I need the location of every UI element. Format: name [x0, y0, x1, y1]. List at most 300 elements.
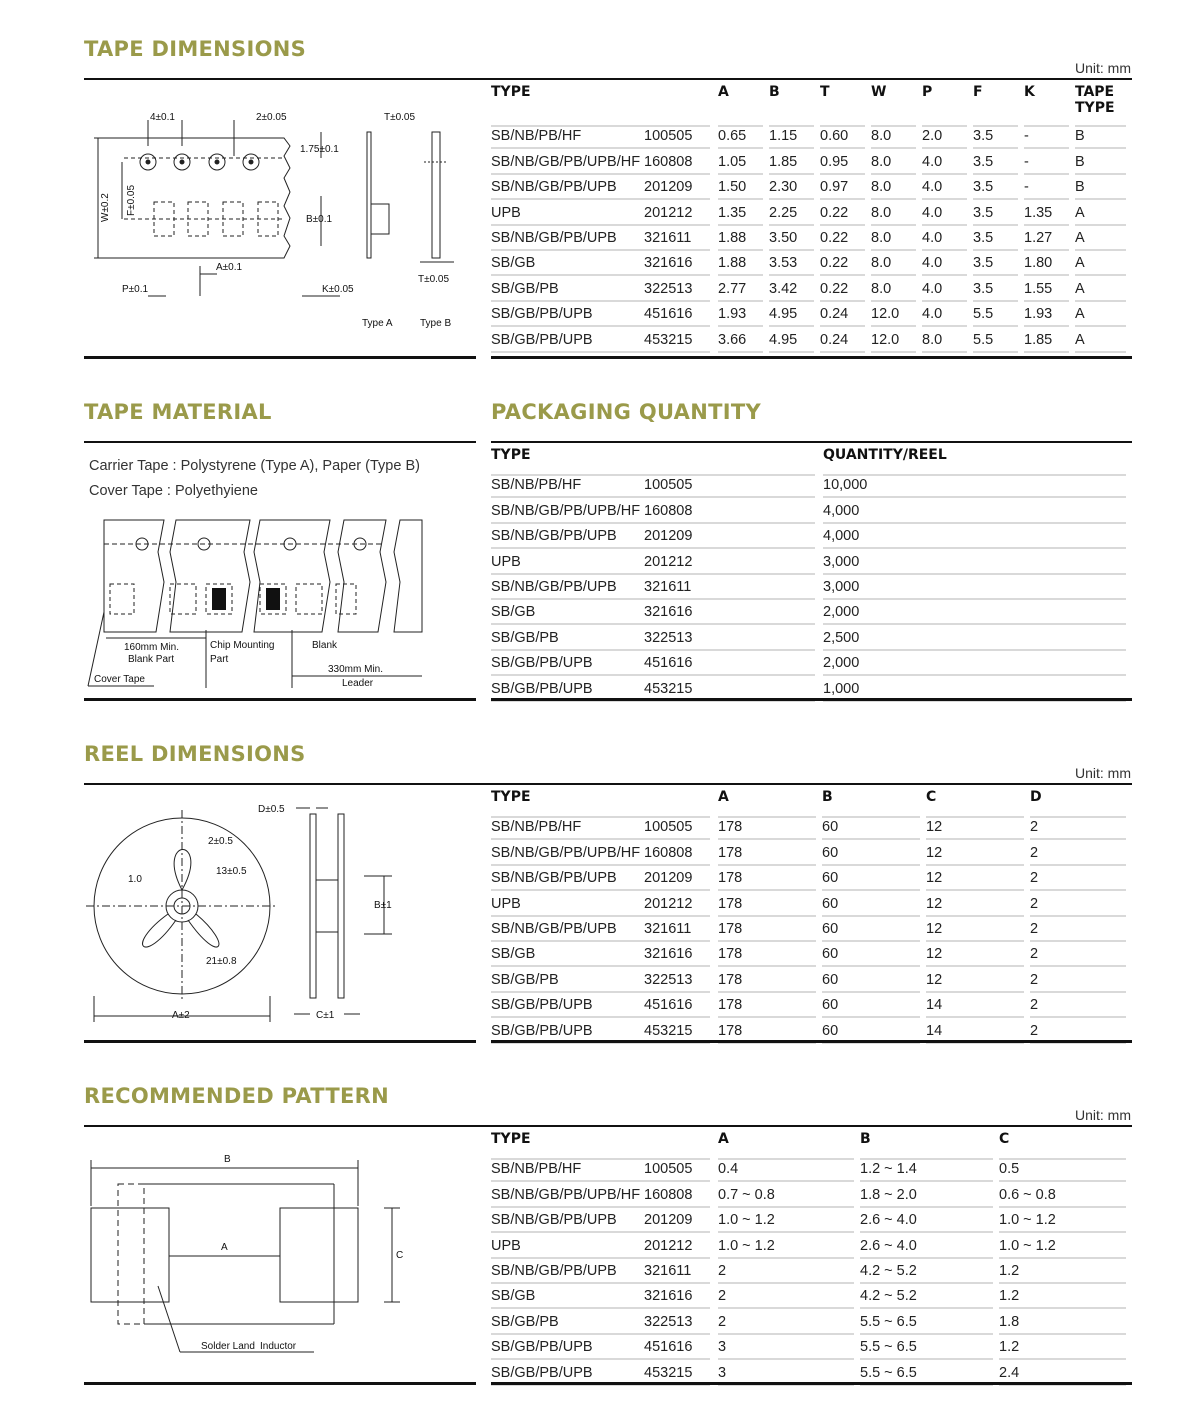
- cell-value: 0.22: [820, 204, 865, 226]
- pattern-label: Inductor: [260, 1341, 297, 1352]
- pattern-label: Solder Land: [201, 1341, 255, 1352]
- table-cell: [491, 1284, 644, 1309]
- cell-value: SB/NB/GB/PB/UPB: [491, 869, 644, 891]
- cell-value: 2.4: [999, 1364, 1126, 1386]
- table-row: [491, 1335, 1132, 1360]
- table-cell: [491, 327, 644, 352]
- table-cell: [871, 226, 922, 251]
- material-label: 330mm Min.: [328, 664, 384, 675]
- table-row: [491, 251, 1132, 276]
- table-row: [491, 473, 1132, 498]
- reel-label: 1.0: [128, 874, 142, 885]
- tape-material-title: TAPE MATERIAL: [84, 400, 272, 424]
- table-cell: [999, 1208, 1132, 1233]
- cell-value: 0.97: [820, 178, 865, 200]
- table-cell: [718, 866, 822, 891]
- cell-value: 0.5: [999, 1158, 1126, 1182]
- table-row: [491, 1208, 1132, 1233]
- table-row: [491, 651, 1132, 676]
- table-cell: [871, 200, 922, 225]
- pattern-label: A: [221, 1242, 228, 1253]
- table-row: [491, 175, 1132, 200]
- table-cell: [718, 1182, 860, 1207]
- cell-value: SB/NB/GB/PB/UPB: [491, 229, 644, 251]
- cell-value: 8.0: [922, 331, 967, 353]
- cell-value: 1.27: [1024, 229, 1069, 251]
- cell-value: -: [1024, 178, 1069, 200]
- cell-value: 453215: [644, 1022, 710, 1044]
- table-cell: [860, 1335, 999, 1360]
- cell-value: UPB: [491, 895, 644, 917]
- table-cell: [769, 124, 820, 149]
- cell-value: 8.0: [871, 153, 916, 175]
- cell-value: 0.6 ~ 0.8: [999, 1186, 1126, 1208]
- table-cell: [718, 175, 769, 200]
- table-row: [491, 917, 1132, 942]
- cell-value: 8.0: [871, 229, 916, 251]
- cell-value: SB/NB/GB/PB/UPB/HF: [491, 502, 644, 524]
- unit-label: Unit: mm: [1075, 60, 1131, 76]
- table-cell: [644, 327, 718, 352]
- table-cell: [491, 498, 644, 523]
- cell-value: 3.66: [718, 331, 763, 353]
- cell-value: 201212: [644, 895, 710, 917]
- table-cell: [491, 524, 644, 549]
- cell-value: 1.2: [999, 1262, 1126, 1284]
- table-cell: [491, 302, 644, 327]
- table-cell: [644, 175, 718, 200]
- table-cell: [823, 651, 1132, 676]
- table-cell: [491, 600, 644, 625]
- table-row: [491, 1309, 1132, 1334]
- table-cell: [644, 302, 718, 327]
- cell-value: 2,000: [823, 654, 1126, 676]
- table-cell: [822, 815, 926, 840]
- cell-value: 2: [718, 1287, 854, 1309]
- table-cell: [926, 815, 1030, 840]
- table-cell: [922, 175, 973, 200]
- cell-value: 12.0: [871, 305, 916, 327]
- table-cell: [644, 1233, 718, 1258]
- column-header: [644, 789, 718, 815]
- section-rule: [84, 1040, 476, 1043]
- table-cell: [973, 226, 1024, 251]
- cell-value: 2,000: [823, 603, 1126, 625]
- cell-value: 12: [926, 971, 1024, 993]
- table-row: [491, 575, 1132, 600]
- recommended-pattern-title: RECOMMENDED PATTERN: [84, 1084, 390, 1108]
- cell-value: 5.5 ~ 6.5: [860, 1364, 993, 1386]
- section-rule: [491, 1040, 1132, 1043]
- table-cell: [871, 175, 922, 200]
- table-cell: [718, 815, 822, 840]
- table-cell: [973, 124, 1024, 149]
- cell-value: 178: [718, 895, 816, 917]
- cell-value: 3.5: [973, 204, 1018, 226]
- cell-value: 4.95: [769, 331, 814, 353]
- table-cell: [999, 1284, 1132, 1309]
- table-row: [491, 1259, 1132, 1284]
- table-cell: [822, 942, 926, 967]
- table-row: [491, 302, 1132, 327]
- table-cell: [926, 891, 1030, 916]
- cell-value: 178: [718, 869, 816, 891]
- cell-value: 1.2: [999, 1338, 1126, 1360]
- cell-value: 5.5: [973, 305, 1018, 327]
- table-cell: [718, 1335, 860, 1360]
- table-cell: [491, 226, 644, 251]
- table-cell: [769, 302, 820, 327]
- table-cell: [769, 175, 820, 200]
- cell-value: SB/GB/PB/UPB: [491, 1338, 644, 1360]
- table-cell: [491, 993, 644, 1018]
- table-cell: [644, 549, 823, 574]
- column-header: C: [999, 1131, 1010, 1147]
- cell-value: 321616: [644, 603, 815, 625]
- cell-value: SB/GB/PB/UPB: [491, 305, 644, 327]
- table-cell: [820, 149, 871, 174]
- table-cell: [926, 942, 1030, 967]
- table-cell: [491, 124, 644, 149]
- cell-value: SB/GB/PB/UPB: [491, 654, 644, 676]
- table-row: [491, 866, 1132, 891]
- table-row: [491, 815, 1132, 840]
- table-cell: [718, 149, 769, 174]
- carrier-tape-note: Carrier Tape : Polystyrene (Type A), Paper (Type B): [89, 458, 420, 474]
- cell-value: B: [1075, 153, 1126, 175]
- cell-value: 1.88: [718, 229, 763, 251]
- cell-value: 1.35: [1024, 204, 1069, 226]
- table-cell: [1075, 327, 1132, 352]
- cell-value: 0.22: [820, 254, 865, 276]
- table-cell: [820, 226, 871, 251]
- cell-value: 1.88: [718, 254, 763, 276]
- table-cell: [860, 1309, 999, 1334]
- table-cell: [1075, 175, 1132, 200]
- table-cell: [769, 226, 820, 251]
- cell-value: 4.0: [922, 254, 967, 276]
- cell-value: SB/NB/PB/HF: [491, 816, 644, 840]
- cell-value: 1.0 ~ 1.2: [999, 1211, 1126, 1233]
- table-cell: [823, 575, 1132, 600]
- table-cell: [860, 1157, 999, 1182]
- cell-value: 178: [718, 920, 816, 942]
- dim-label: 2±0.05: [256, 112, 287, 123]
- cell-value: 1.85: [1024, 331, 1069, 353]
- cell-value: SB/NB/GB/PB/UPB/HF: [491, 153, 644, 175]
- cell-value: 3.5: [973, 280, 1018, 302]
- table-cell: [1024, 251, 1075, 276]
- table-cell: [823, 473, 1132, 498]
- table-cell: [1030, 815, 1132, 840]
- tape-dimensions-title: TAPE DIMENSIONS: [84, 37, 307, 61]
- table-cell: [644, 200, 718, 225]
- cell-value: 321616: [644, 254, 710, 276]
- cell-value: SB/NB/GB/PB/UPB/HF: [491, 844, 644, 866]
- table-cell: [823, 498, 1132, 523]
- cell-value: 2.0: [922, 125, 967, 149]
- table-cell: [491, 625, 644, 650]
- table-cell: [491, 200, 644, 225]
- cell-value: 2: [718, 1262, 854, 1284]
- table-row: [491, 226, 1132, 251]
- table-cell: [1075, 200, 1132, 225]
- table-row: [491, 1284, 1132, 1309]
- material-label: Leader: [342, 678, 374, 689]
- cell-value: 201209: [644, 527, 815, 549]
- table-cell: [644, 149, 718, 174]
- table-cell: [860, 1208, 999, 1233]
- table-row: [491, 327, 1132, 352]
- table-cell: [973, 302, 1024, 327]
- table-cell: [491, 1259, 644, 1284]
- cell-value: 1.93: [1024, 305, 1069, 327]
- table-cell: [860, 1284, 999, 1309]
- cell-value: 178: [718, 971, 816, 993]
- column-header: TYPE: [491, 1131, 531, 1147]
- cell-value: 60: [822, 895, 920, 917]
- cell-value: 160808: [644, 844, 710, 866]
- cell-value: 2: [1030, 1022, 1126, 1044]
- cell-value: 2: [718, 1313, 854, 1335]
- table-cell: [1030, 840, 1132, 865]
- table-cell: [644, 251, 718, 276]
- packaging-quantity-title: PACKAGING QUANTITY: [491, 400, 761, 424]
- cell-value: SB/GB/PB/UPB: [491, 1364, 644, 1386]
- cell-value: 451616: [644, 996, 710, 1018]
- cell-value: 12: [926, 816, 1024, 840]
- table-row: [491, 840, 1132, 865]
- table-row: [491, 1157, 1132, 1182]
- table-cell: [644, 498, 823, 523]
- cell-value: 5.5: [973, 331, 1018, 353]
- table-cell: [999, 1335, 1132, 1360]
- table-cell: [871, 327, 922, 352]
- table-cell: [999, 1259, 1132, 1284]
- cell-value: 4.0: [922, 153, 967, 175]
- material-label: Chip Mounting: [210, 640, 275, 651]
- table-cell: [926, 993, 1030, 1018]
- cell-value: A: [1075, 331, 1126, 353]
- pattern-label: C: [396, 1250, 404, 1261]
- table-cell: [1024, 149, 1075, 174]
- cell-value: 201209: [644, 869, 710, 891]
- cell-value: 451616: [644, 654, 815, 676]
- cell-value: 5.5 ~ 6.5: [860, 1313, 993, 1335]
- section-rule: [491, 356, 1132, 359]
- table-cell: [1075, 226, 1132, 251]
- table-cell: [644, 993, 718, 1018]
- reel-dimensions-table: [491, 789, 1132, 1044]
- table-cell: [1030, 917, 1132, 942]
- table-cell: [718, 1309, 860, 1334]
- table-row: [491, 1233, 1132, 1258]
- cell-value: 453215: [644, 331, 710, 353]
- table-row: [491, 967, 1132, 992]
- cell-value: SB/NB/GB/PB/UPB: [491, 1211, 644, 1233]
- table-cell: [644, 840, 718, 865]
- cell-value: 3.53: [769, 254, 814, 276]
- cell-value: 14: [926, 996, 1024, 1018]
- cell-value: 100505: [644, 1158, 710, 1182]
- material-label: Part: [210, 654, 229, 665]
- cell-value: SB/GB/PB: [491, 1313, 644, 1335]
- dim-label: Type A: [362, 318, 393, 329]
- reel-label: D±0.5: [258, 804, 285, 815]
- table-cell: [871, 276, 922, 301]
- cell-value: 4.0: [922, 204, 967, 226]
- cell-value: 321616: [644, 1287, 710, 1309]
- table-cell: [644, 524, 823, 549]
- table-cell: [491, 175, 644, 200]
- column-header: TYPE: [491, 789, 531, 805]
- column-header: P: [922, 84, 933, 100]
- cell-value: 321616: [644, 945, 710, 967]
- table-cell: [644, 891, 718, 916]
- table-cell: [644, 575, 823, 600]
- table-cell: [973, 276, 1024, 301]
- table-cell: [1030, 942, 1132, 967]
- material-label: Blank: [312, 640, 338, 651]
- cell-value: 1.8: [999, 1313, 1126, 1335]
- cell-value: 2.77: [718, 280, 763, 302]
- cell-value: 4,000: [823, 502, 1126, 524]
- table-cell: [718, 276, 769, 301]
- cell-value: 1.2: [999, 1287, 1126, 1309]
- table-cell: [860, 1233, 999, 1258]
- cell-value: 451616: [644, 305, 710, 327]
- table-cell: [718, 967, 822, 992]
- cell-value: 8.0: [871, 204, 916, 226]
- table-cell: [718, 993, 822, 1018]
- table-cell: [823, 600, 1132, 625]
- dim-label: 4±0.1: [150, 112, 175, 123]
- cell-value: 4.0: [922, 229, 967, 251]
- tape-dimensions-diagram: [84, 96, 476, 358]
- table-row: [491, 524, 1132, 549]
- table-row: [491, 1182, 1132, 1207]
- material-label: Blank Part: [128, 654, 175, 665]
- cell-value: 201212: [644, 1237, 710, 1259]
- table-cell: [491, 149, 644, 174]
- cell-value: 4.0: [922, 280, 967, 302]
- table-cell: [1075, 302, 1132, 327]
- cell-value: 321611: [644, 920, 710, 942]
- cell-value: 60: [822, 920, 920, 942]
- reel-dimensions-title: REEL DIMENSIONS: [84, 742, 306, 766]
- cell-value: 1.0 ~ 1.2: [718, 1237, 854, 1259]
- tape-dimensions-table: [491, 84, 1132, 353]
- table-cell: [1024, 200, 1075, 225]
- table-cell: [718, 840, 822, 865]
- cell-value: SB/GB/PB: [491, 280, 644, 302]
- cell-value: 10,000: [823, 474, 1126, 498]
- table-cell: [491, 251, 644, 276]
- cell-value: 1.2 ~ 1.4: [860, 1158, 993, 1182]
- table-cell: [718, 1157, 860, 1182]
- cell-value: 322513: [644, 280, 710, 302]
- cell-value: 4.2 ~ 5.2: [860, 1287, 993, 1309]
- table-row: [491, 993, 1132, 1018]
- cell-value: SB/NB/GB/PB/UPB: [491, 527, 644, 549]
- table-cell: [1024, 226, 1075, 251]
- table-cell: [860, 1259, 999, 1284]
- table-cell: [491, 473, 644, 498]
- dim-label: K±0.05: [322, 284, 354, 295]
- dim-label: A±0.1: [216, 262, 243, 273]
- table-cell: [491, 1182, 644, 1207]
- table-cell: [718, 1233, 860, 1258]
- table-cell: [644, 1157, 718, 1182]
- column-header: C: [926, 789, 937, 805]
- reel-label: C±1: [316, 1010, 335, 1021]
- table-row: [491, 549, 1132, 574]
- table-cell: [823, 625, 1132, 650]
- table-cell: [644, 124, 718, 149]
- table-cell: [718, 891, 822, 916]
- table-cell: [820, 276, 871, 301]
- reel-label: A±2: [172, 1010, 190, 1021]
- table-cell: [820, 302, 871, 327]
- cell-value: 1.0 ~ 1.2: [718, 1211, 854, 1233]
- material-label: Cover Tape: [94, 674, 145, 685]
- cell-value: 0.95: [820, 153, 865, 175]
- cell-value: SB/NB/GB/PB/UPB: [491, 578, 644, 600]
- cell-value: 60: [822, 1022, 920, 1044]
- table-cell: [871, 251, 922, 276]
- material-label: 160mm Min.: [124, 642, 180, 653]
- table-cell: [1030, 891, 1132, 916]
- table-cell: [922, 149, 973, 174]
- table-cell: [644, 1182, 718, 1207]
- cell-value: 321611: [644, 578, 815, 600]
- cell-value: SB/NB/PB/HF: [491, 125, 644, 149]
- reel-label: B±1: [374, 900, 392, 911]
- table-cell: [999, 1309, 1132, 1334]
- section-rule: [491, 1382, 1132, 1385]
- table-cell: [922, 276, 973, 301]
- table-cell: [491, 1335, 644, 1360]
- table-cell: [926, 840, 1030, 865]
- cell-value: 12: [926, 869, 1024, 891]
- table-cell: [822, 840, 926, 865]
- table-cell: [491, 1309, 644, 1334]
- table-row: [491, 200, 1132, 225]
- table-cell: [644, 1259, 718, 1284]
- table-cell: [769, 149, 820, 174]
- cell-value: 322513: [644, 629, 815, 651]
- column-header: A: [718, 789, 729, 805]
- table-cell: [1075, 276, 1132, 301]
- table-cell: [1024, 124, 1075, 149]
- dim-label: B±0.1: [306, 214, 333, 225]
- table-cell: [718, 124, 769, 149]
- cell-value: 5.5 ~ 6.5: [860, 1338, 993, 1360]
- table-cell: [491, 276, 644, 301]
- column-header: TYPE: [491, 447, 531, 463]
- table-cell: [1075, 149, 1132, 174]
- table-cell: [822, 891, 926, 916]
- cell-value: 100505: [644, 474, 815, 498]
- cell-value: 1.55: [1024, 280, 1069, 302]
- cell-value: 2: [1030, 996, 1126, 1018]
- table-cell: [644, 1208, 718, 1233]
- cell-value: 2: [1030, 816, 1126, 840]
- dim-label: T±0.05: [418, 274, 450, 285]
- table-cell: [491, 1157, 644, 1182]
- reel-diagram: [84, 796, 476, 1034]
- column-header: A: [718, 84, 729, 100]
